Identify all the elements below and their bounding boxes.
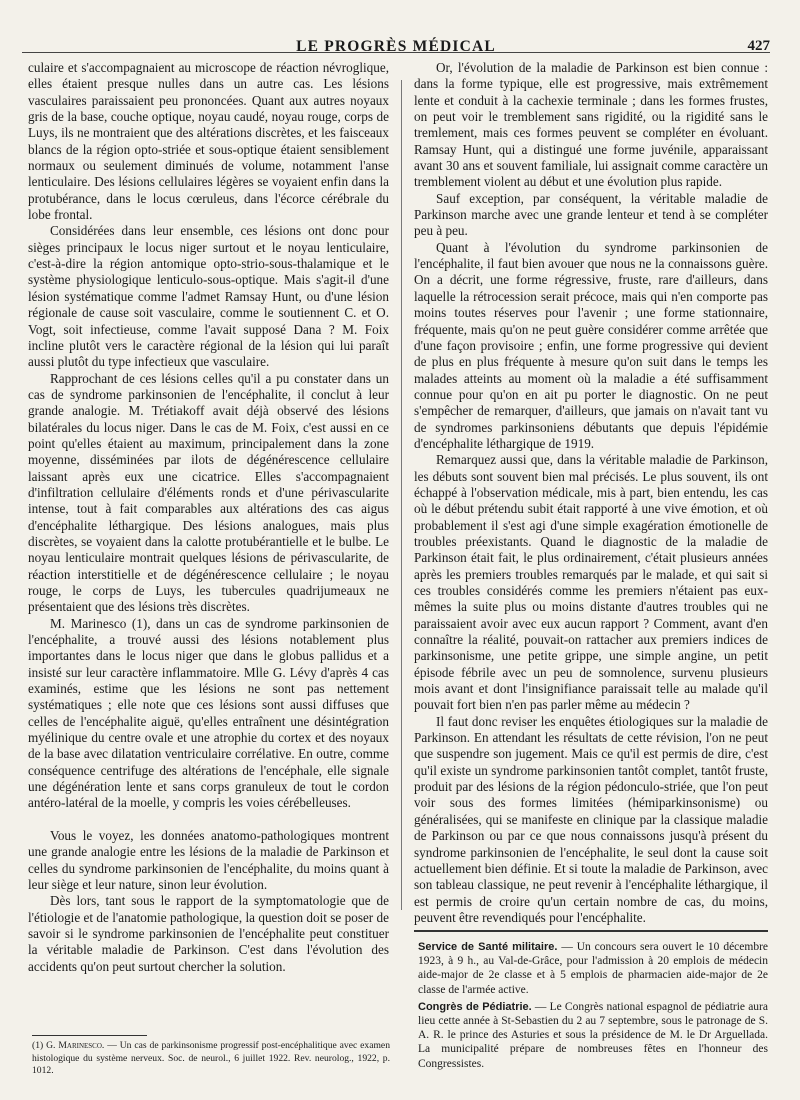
left-column [28, 60, 389, 975]
news-rule [414, 930, 768, 932]
news-item [418, 940, 768, 997]
news-title: Service de Santé militaire. [418, 941, 558, 953]
news-item [418, 1000, 768, 1071]
paragraph: Il faut donc reviser les enquêtes étiologiques sur la maladie de Parkinson. En attendant les résultats de cette révision, l'on ne peut que suspendre son jugement. Mais ce qu'il est permis de dire, c'est qu'il existe un syndrome parkinsonien tantôt complet, tantôt fruste, produit par des lésions de la région pédonculo-striée, que l'on peut voir sous des formes limitées (hémiparkinsonisme) ou généralisées, qui se manifeste en clinique par la classique maladie de Parkinson ou par ce que nous connaissons jusqu'à présent du syndrome parkinsonien de l'encéphalite, le seul dont la cause soit actuellement bien définie. Et si toute la maladie de Parkinson, avec son tableau classique, ne peut revenir à l'encéphalite léthargique, il est permis de croire qu'un certain nombre de cas, du moins, peuvent être revendiqués pour l'encéphalite. [414, 713, 768, 925]
news-text: — Le Congrès national espagnol de pédiatrie aura lieu cette année à St-Sebastien du 2 au 7 septembre, sous le patronage de S. A. R. le prince des Asturies et sous la présidence de M. le Dr Arguellada. La municipalité prépare de nombreuses fêtes en l'honneur des Congressistes. [418, 1000, 768, 1070]
header-rule [22, 52, 770, 53]
paragraph: Remarquez aussi que, dans la véritable maladie de Parkinson, les débuts sont souvent bien mal précisés. Le plus souvent, ils ont échappé à l'observation médicale, mis à part, bien entendu, les cas où le début prétendu subit était rapporté à une vive émotion, et où probablement il s'est agi d'une simple exagération émotionelle de troubles préexistants. Quand le diagnostic de la maladie de Parkinson était fait, le plus ordinairement, c'était plusieurs années après les premiers troubles remarqués par le malade, et qui sait si ces troubles considérés comme les premiers n'étaient pas eux-mêmes la suite plus ou moins distante d'autres troubles qui ne paraissaient avoir avec eux aucun rapport ? Comment, avant d'en connaître la réalité, pouvait-on rattacher aux premiers indices de parkinsonisme, une petite grippe, une simple angine, un petit épisode fébrile avec un peu de somnolence, survenu plusieurs mois avant et dont l'insignifiance paraissait telle au malade qu'il pouvait fort bien n'en pas parler même au médecin ? [414, 452, 768, 713]
paragraph: culaire et s'accompagnaient au microscope de réaction névroglique, elles étaient presque nulles dans un autre cas. Les lésions vasculaires paraissaient peu prononcées. Quant aux autres noyaux gris de la base, couche optique, noyau caudé, noyau rouge, corps de Luys, ils ne montraient que des altérations discrètes, et les faisceaux blancs de la région opto-striée et sous-optique étaient sensiblement normaux ou seulement diminués de volume, notamment l'anse lenticulaire. Des lésions cellulaires légères se voyaient enfin dans la protubérance, dans le locus cœruleus, dans l'écorce cérébrale du lobe frontal. [28, 60, 389, 223]
page-number: 427 [747, 38, 770, 54]
news-title: Congrès de Pédiatrie. [418, 1000, 532, 1013]
paragraph: Sauf exception, par conséquent, la véritable maladie de Parkinson marche avec une grande lenteur et tend à se compléter peu à peu. [414, 190, 768, 239]
footnote [32, 1040, 390, 1078]
news-text: — Un concours sera ouvert le 10 décembre 1923, à 9 h., au Val-de-Grâce, pour l'admission à 20 emplois de médecin aide-major de 2e classe et à 5 emplois de pharmacien aide-major de 2e classe de l'armée active. [418, 941, 769, 996]
paragraph: Or, l'évolution de la maladie de Parkinson est bien connue : dans la forme typique, elle est progressive, mais extrêmement lente et conduit à la cachexie terminale ; dans les formes frustes, on peut voir le tremblement sans rigidité, ou la rigidité sans le tremlement, mais ces formes peuvent se compléter en évoluant. Ramsay Hunt, qui a distingué une forme juvénile, apparaissant avant 30 ans et souvent familiale, lui assignait comme caractère un tremblement violent au début et une évolution plus rapide. [414, 60, 768, 190]
news-section [418, 940, 768, 1074]
journal-title: LE PROGRÈS MÉDICAL [296, 38, 496, 55]
paragraph: Rapprochant de ces lésions celles qu'il a pu constater dans un cas de syndrome parkinsonien de l'encéphalite, il conclut à leur grande analogie. M. Trétiakoff avait déjà observé des lésions bilatérales du locus niger. Dans le cas de M. Foix, c'est aussi en ce point qu'elles étaient au maximum, principalement dans la zone moyenne, disséminées par ilots de dégénérescence cellulaire laissant après eux une cicatrice. Elles s'accompagnaient d'infiltration cellulaire d'éléments ronds et d'une périvascularite intense, tout à fait comparables aux altérations des cas aigus d'encéphalite léthargique. Des lésions analogues, mais plus discrètes, se voyaient dans la calotte protubérantielle et le bulbe. Le noyau lenticulaire montrait quelques lésions de périvascularite, de réaction interstitielle et de dégénérescence cellulaire ; le noyau rouge, le corps de Luys, les tubercules quadrijumeaux ne présentaient que des lésions très discrètes. [28, 370, 389, 615]
footnote-marker: (1) G. [32, 1040, 56, 1051]
paragraph: Quant à l'évolution du syndrome parkinsonien de l'encéphalite, il faut bien avouer que nous ne la connaissons guère. On a décrit, une forme régressive, fruste, rare d'ailleurs, dans laquelle la rétrocession serait précoce, mais qui n'en comporte pas moins toutes réserves pour l'avenir ; une forme stationnaire, fréquente, mais qu'on ne peut guère considérer comme arrêtée que d'une façon provisoire ; enfin, une forme progressive qui devient de plus en plus fréquente à mesure qu'on suit dans le temps les malades atteints au moment où la maladie a été suffisamment connue pour qu'on en ait pu porter le diagnostic. On ne peut s'empêcher de remarquer, d'ailleurs, que jamais on n'avait tant vu de syndromes parkinsoniens débutants que depuis l'épidémie d'encéphalite léthargique de 1919. [414, 239, 768, 451]
paragraph: Dès lors, tant sous le rapport de la symptomatologie que de l'étiologie et de l'anatomie pathologique, la question doit se poser de savoir si le syndrome parkinsonien de l'encéphalite peut constituer la véritable maladie de Parkinson. C'est dans l'évolution des accidents qu'on peut surtout chercher la solution. [28, 893, 389, 974]
footnote-text: — Un cas de parkinsonisme progressif post-encéphalitique avec examen histologique du système nerveux. Soc. de neurol., 6 juillet 1922. Rev. neurolog., 1922, p. 1012. [32, 1040, 390, 1076]
column-divider [401, 80, 402, 910]
footnote-rule [32, 1035, 147, 1036]
paragraph: Considérées dans leur ensemble, ces lésions ont donc pour sièges principaux le locus niger surtout et le noyau lenticulaire, c'est-à-dire la région antomique opto-strio-sous-thalamique et le système physiologique lenticulo-sous-optique. Mais s'agit-il d'une lésion systématique comme l'admet Ramsay Hunt, ou d'une lésion régionale de cause soit vasculaire, comme le soutiennent C. et O. Vogt, soit infectieuse, comme l'avait supposé Dana ? M. Foix incline plutôt vers le caractère régional de la lésion qui lui paraît aussi plutôt du type infectieux que vasculaire. [28, 223, 389, 370]
paragraph: M. Marinesco (1), dans un cas de syndrome parkinsonien de l'encéphalite, a trouvé aussi des lésions notablement plus importantes dans le locus niger que dans le globus pallidus et a insisté sur leur caractère inflammatoire. Mlle G. Lévy d'après 4 cas examinés, estime que les lésions ne sont pas nettement systématiques ; elle note que ces lésions sont aussi diffuses que celles de l'encéphalite aiguë, qu'elles entraînent une désintégration myélinique du centre ovale et une atrophie du cortex et des noyaux de la base avec dilatation ventriculaire corrélative. En outre, comme conséquence centrifuge des altérations de l'encéphale, elle signale une dégénération lente et sans corps granuleux de tout le cordon antéro-latéral de la moelle, y compris les voies cérébelleuses. [28, 615, 389, 811]
paragraph: Vous le voyez, les données anatomo-pathologiques montrent une grande analogie entre les lésions de la maladie de Parkinson et celles du syndrome parkinsonien de l'encéphalite, du moins quant à leur siège et leur nature, sinon leur évolution. [28, 827, 389, 892]
footnote-author: Marinesco. [58, 1040, 105, 1051]
page-header [22, 8, 770, 56]
right-column [414, 60, 768, 926]
